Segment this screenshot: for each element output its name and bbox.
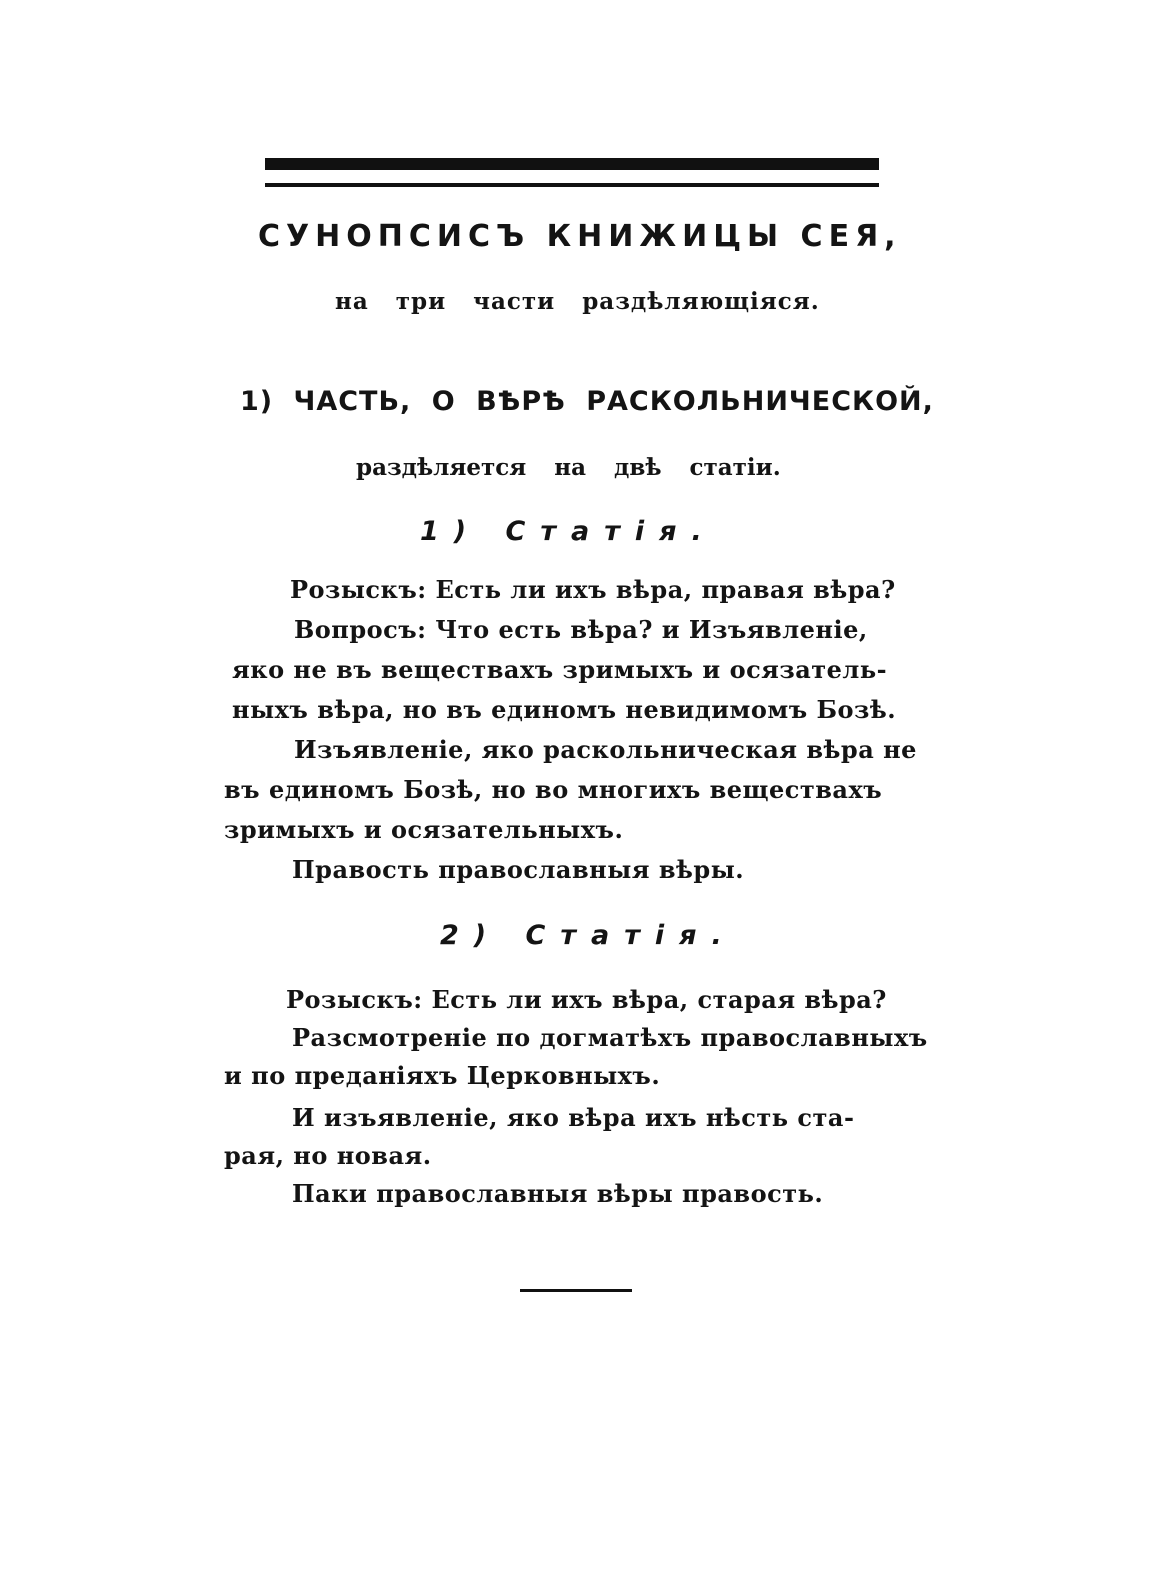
article-heading-2: 2) Статія.: [440, 920, 737, 951]
article1-line: Изъявленіе, яко раскольническая вѣра не: [294, 735, 917, 764]
article1-line: зримыхъ и осязательныхъ.: [224, 815, 624, 844]
article1-line: яко не въ веществахъ зримыхъ и осязатель-: [232, 655, 888, 684]
article2-line: Розыскъ: Есть ли ихъ вѣра, старая вѣра?: [286, 985, 887, 1014]
article2-line: И изъявленіе, яко вѣра ихъ нѣсть ста-: [292, 1103, 855, 1132]
article2-line: Разсмотреніе по догматѣхъ православныхъ: [292, 1023, 928, 1052]
article2-line: Паки православныя вѣры правость.: [292, 1179, 824, 1208]
article1-line: ныхъ вѣра, но въ единомъ невидимомъ Бозѣ.: [232, 695, 897, 724]
article1-line: Розыскъ: Есть ли ихъ вѣра, правая вѣра?: [290, 575, 896, 604]
header-rule-thin: [265, 183, 879, 187]
article2-line: рая, но новая.: [224, 1141, 432, 1170]
header-rule-thick: [265, 158, 879, 170]
article1-line: въ единомъ Бозѣ, но во многихъ веществахъ: [224, 775, 883, 804]
article1-line: Вопросъ: Что есть вѣра? и Изъявленіе,: [294, 615, 868, 644]
part-division-note: раздѣляется на двѣ статіи.: [356, 454, 781, 481]
page-subtitle: на три части раздѣляющіяся.: [335, 288, 820, 315]
footer-rule: [520, 1289, 632, 1292]
article1-line: Правость православныя вѣры.: [292, 855, 745, 884]
article-heading-1: 1) Статія.: [420, 516, 717, 547]
page-title: СУНОПСИСЪ КНИЖИЦЫ СЕЯ,: [258, 219, 902, 254]
part-heading: 1) ЧАСТЬ, О ВѢРѢ РАСКОЛЬНИЧЕСКОЙ,: [240, 386, 934, 417]
article2-line: и по преданіяхъ Церковныхъ.: [224, 1061, 661, 1090]
